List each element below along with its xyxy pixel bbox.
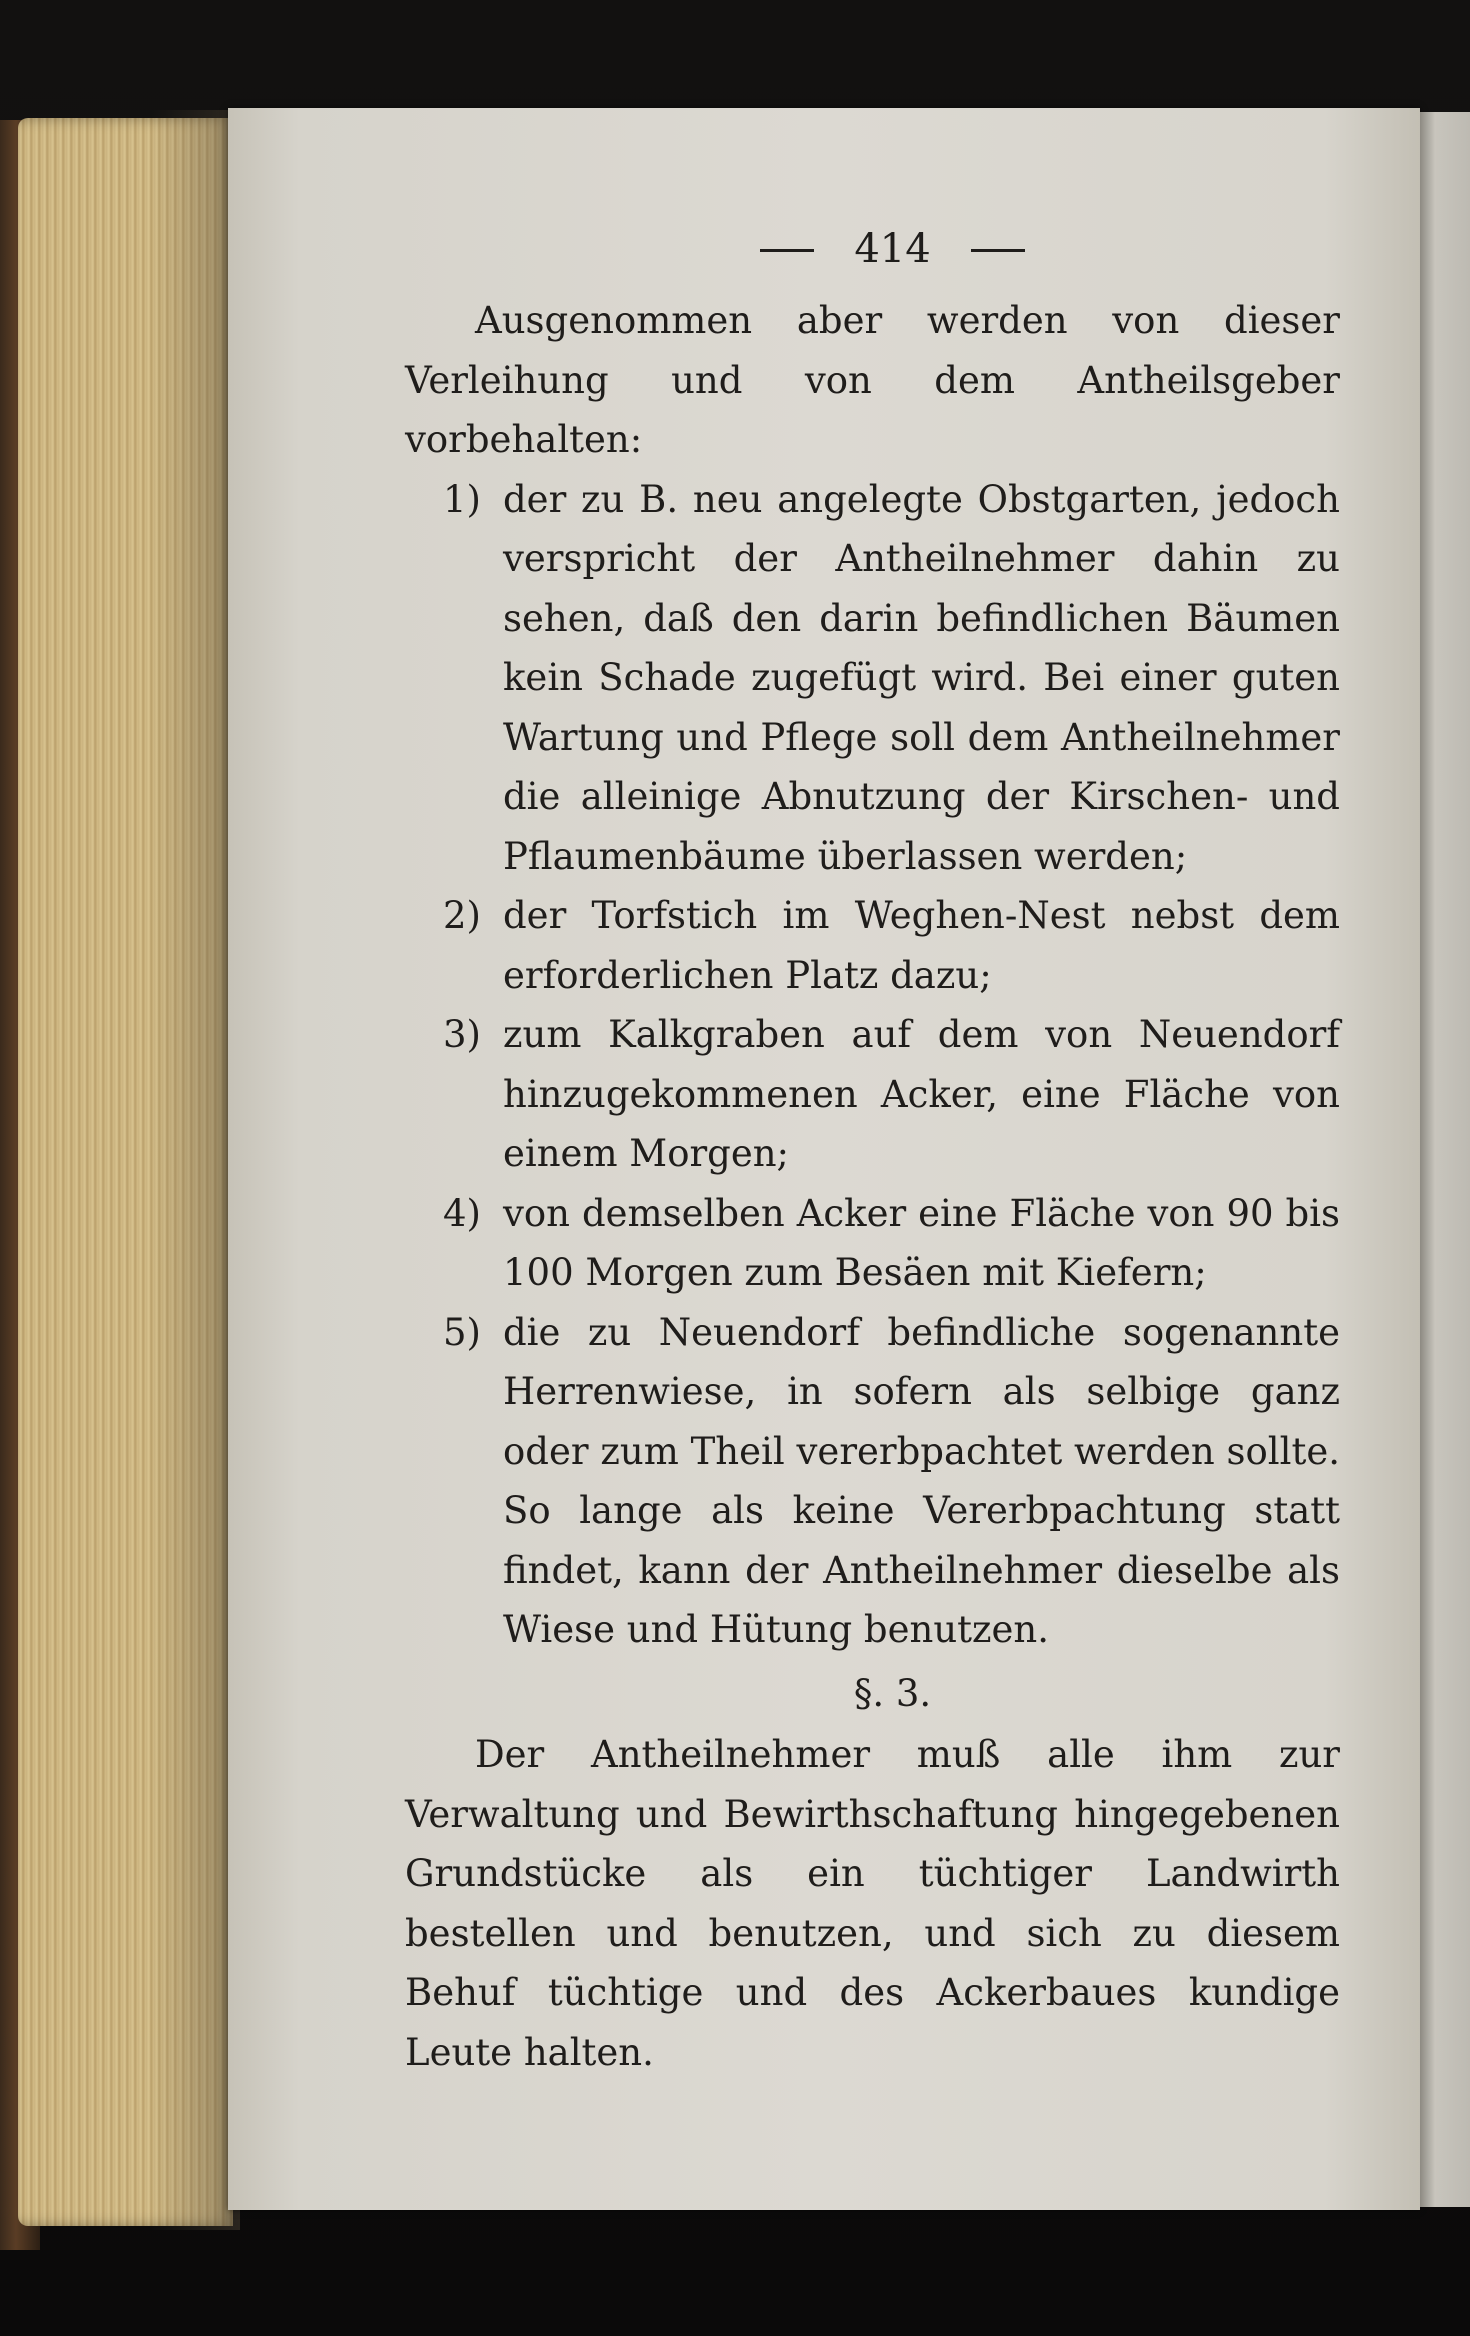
page-number: 414 [854,226,931,273]
list-item [443,886,1340,1005]
page-gutter-shadow [150,110,240,2230]
list-item [443,470,1340,887]
page-text [405,215,1340,2082]
list-item-number: 5) [443,1310,481,1354]
section-heading: §. 3. [853,1671,932,1715]
list-item-number: 1) [443,477,481,521]
intro-paragraph: Ausgenommen aber werden von dieser Verleihung und von dem Antheilsgeber vorbehalten: [405,299,1340,461]
page-header [445,215,1340,285]
list-item-number: 2) [443,894,481,937]
list-item-text: der Torfstich im Weghen-Nest nebst dem erforderlichen Platz dazu; [503,894,1340,997]
list-item [443,1005,1340,1184]
list-item-text: von demselben Acker eine Fläche von 90 bis 100 Morgen zum Besäen mit Kiefern; [503,1191,1340,1294]
list-item-text: die zu Neuendorf befindliche sogenannte Herrenwiese, in sofern als selbige ganz oder zum Theil vererbpachtet werden sollte. So lange als keine Vererbpachtung statt findet, kann der Antheilnehmer dieselbe als Wiese und Hütung benutzen. [503,1310,1340,1651]
list-item [443,1184,1340,1303]
list-item-number: 4) [443,1191,481,1235]
list-item-text: zum Kalkgraben auf dem von Neuendorf hinzugekommenen Acker, eine Fläche von einem Morgen; [503,1013,1340,1175]
list-item [443,1303,1340,1660]
header-dash-left [760,249,814,252]
list-item-text: der zu B. neu angelegte Obstgarten, jedoch verspricht der Antheilnehmer dahin zu sehen, daß den darin befindlichen Bäumen kein Schade zugefügt wird. Bei einer guten Wartung und Pflege soll dem Antheilnehmer die alleinige Abnutzung der Kirschen- und Pflaumenbäume überlassen werden; [503,477,1340,878]
facing-page-edge [1420,112,1470,2207]
list-item-number: 3) [443,1013,481,1056]
header-dash-right [971,249,1025,252]
closing-paragraph: Der Antheilnehmer muß alle ihm zur Verwaltung und Bewirthschaftung hingegebenen Grundstücke als ein tüchtiger Landwirth bestellen und benutzen, und sich zu diesem Behuf tüchtige und des Ackerbaues kundige Leute halten. [405,1733,1340,2074]
